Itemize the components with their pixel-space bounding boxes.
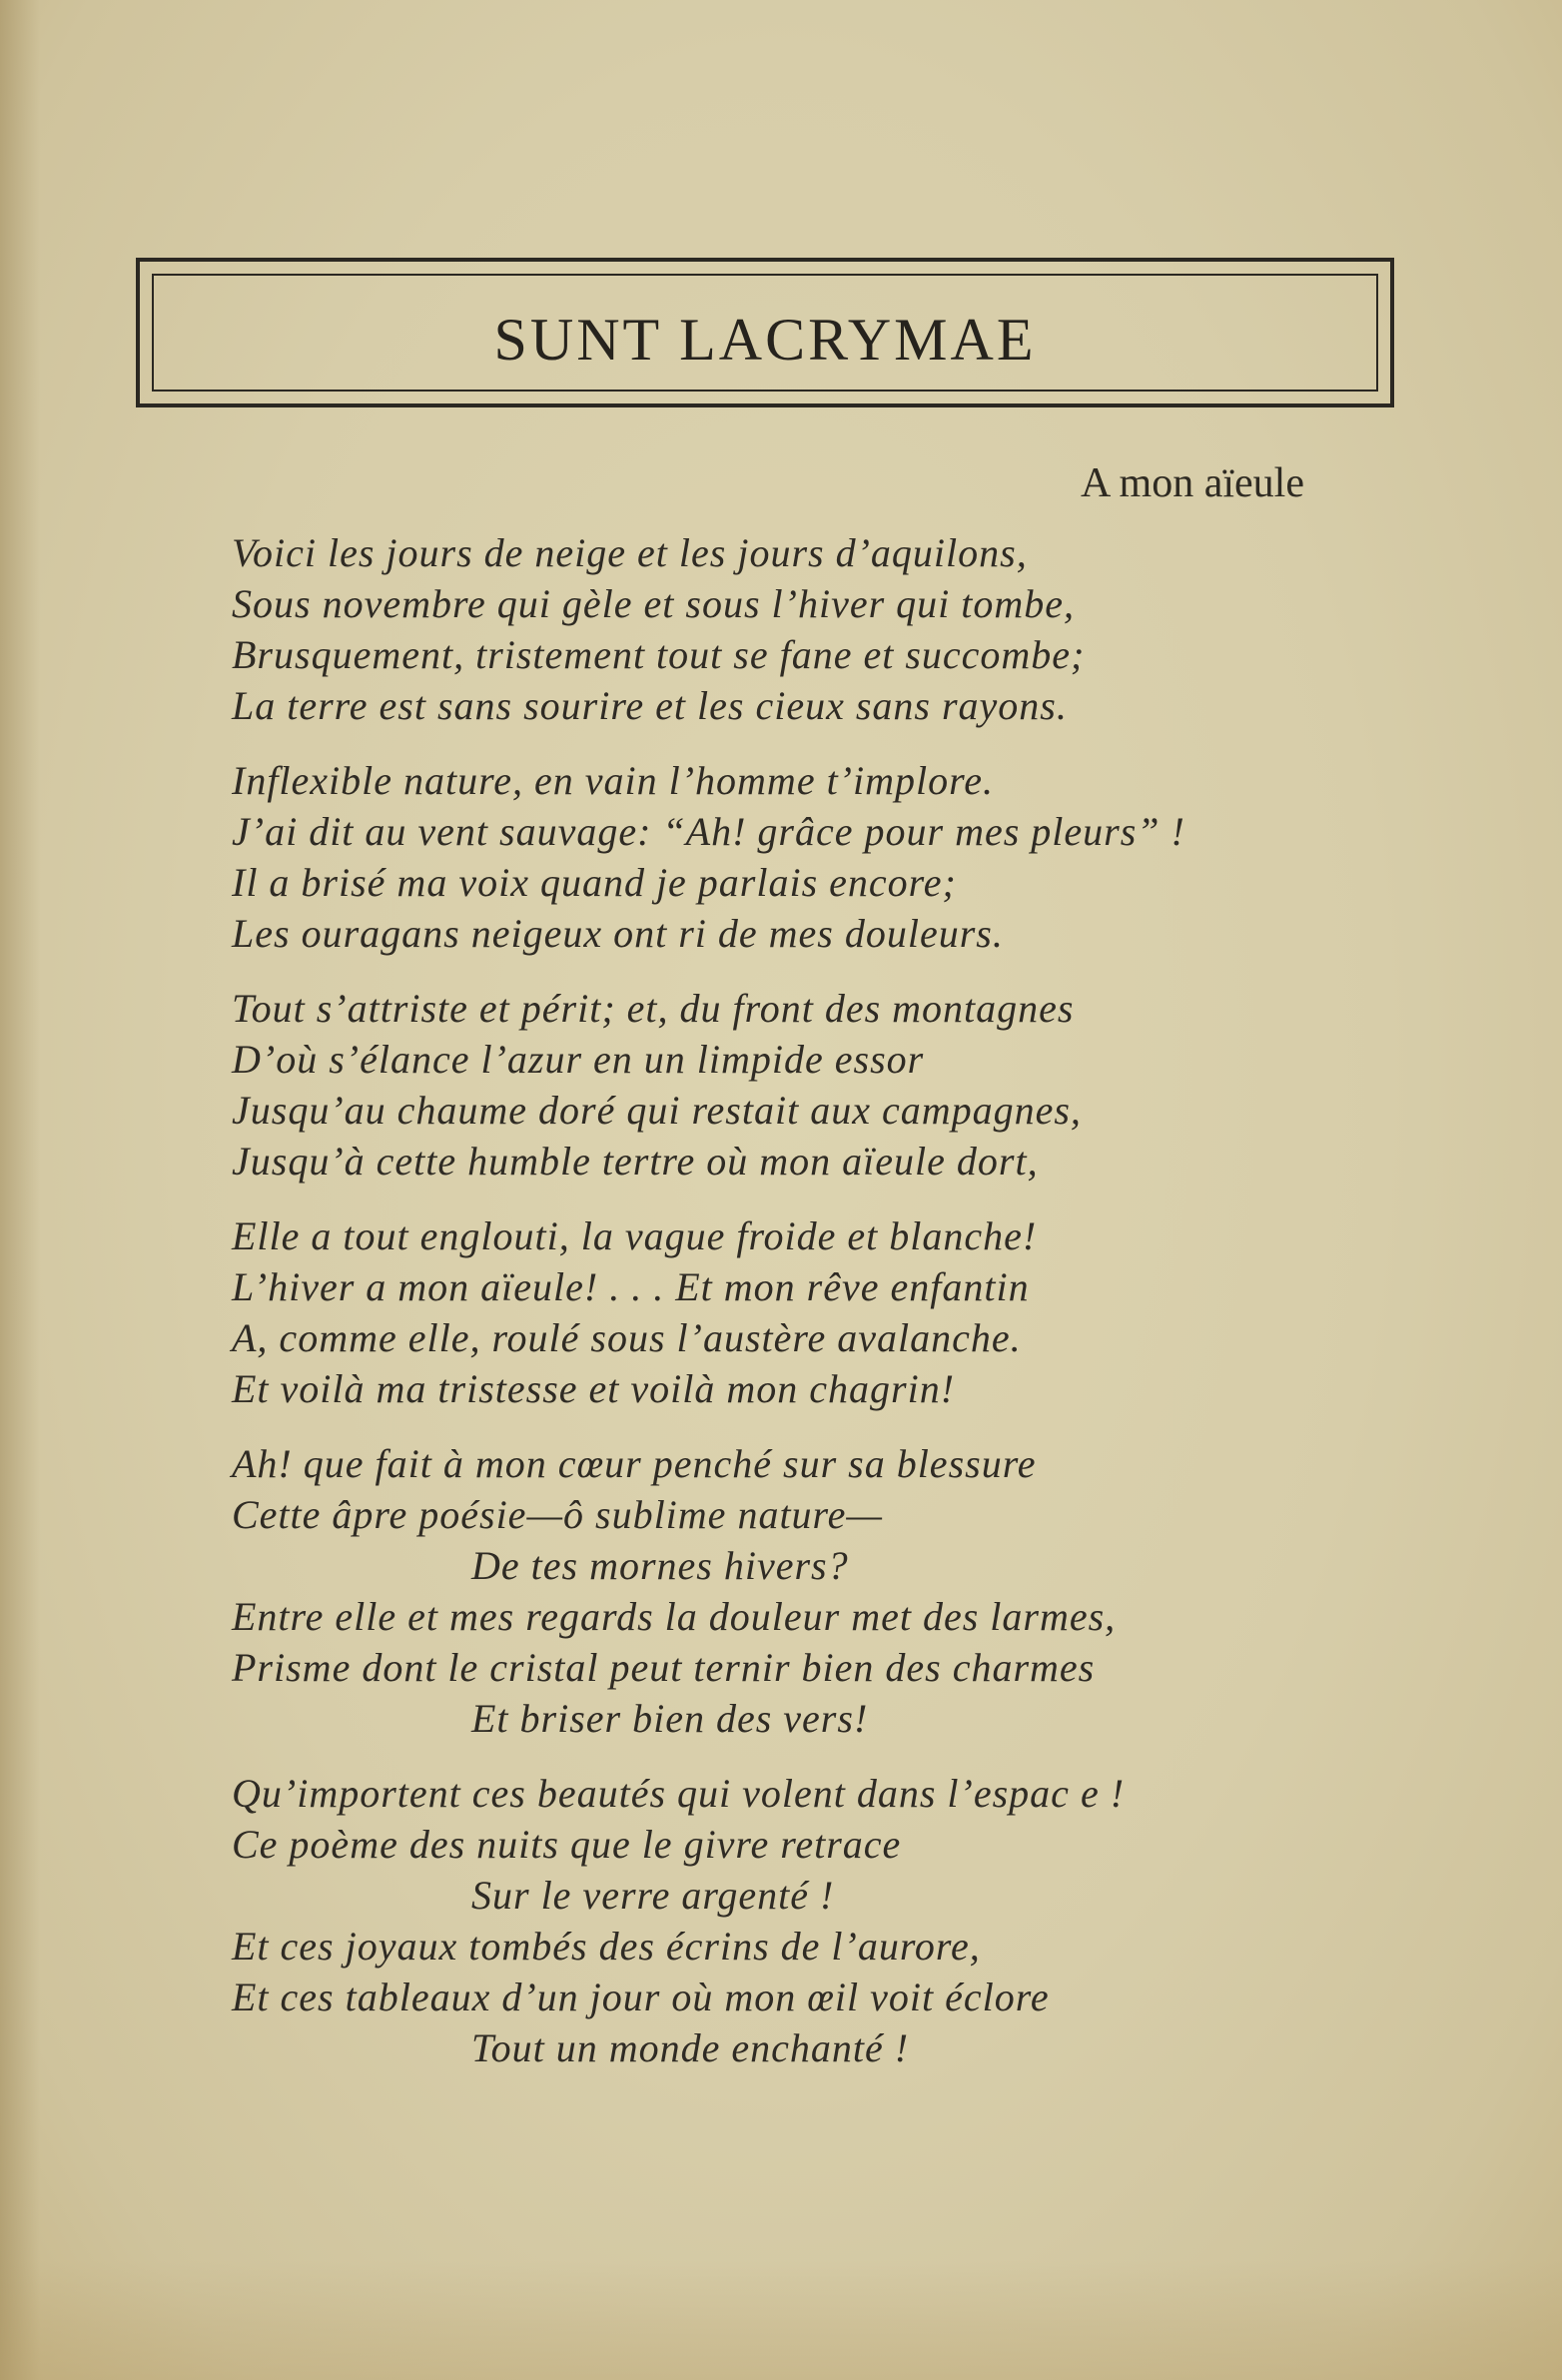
page-bottom-shadow [0, 2260, 1562, 2380]
stanza [232, 983, 1430, 1187]
poem-line: Qu’importent ces beautés qui volent dans l’espac e ! [232, 1771, 1126, 1816]
poem-line: Voici les jours de neige et les jours d’aquilons, [232, 530, 1028, 575]
poem-line: Ce poème des nuits que le givre retrace [232, 1822, 902, 1867]
stanza [232, 755, 1430, 959]
poem-line: A, comme elle, roulé sous l’austère avalanche. [232, 1315, 1022, 1360]
poem-line: L’hiver a mon aïeule! . . . Et mon rêve enfantin [232, 1264, 1030, 1309]
title-frame-inner-border [152, 274, 1378, 392]
poem-line: Et ces tableaux d’un jour où mon œil voit éclore [232, 1975, 1050, 2019]
poem-line: Brusquement, tristement tout se fane et succombe; [232, 632, 1086, 677]
poem-line: Elle a tout englouti, la vague froide et blanche! [232, 1213, 1038, 1258]
poem-line: J’ai dit au vent sauvage: “Ah! grâce pour mes pleurs” ! [232, 809, 1185, 854]
poem-line: De tes mornes hivers? [471, 1543, 849, 1588]
poem-line: Tout s’attriste et périt; et, du front des montagnes [232, 986, 1075, 1031]
stanza [232, 1438, 1430, 1744]
poem-line: Ah! que fait à mon cœur penché sur sa blessure [232, 1441, 1037, 1486]
poem-line: Sur le verre argenté ! [471, 1873, 835, 1918]
poem-title: SUNT LACRYMAE [493, 307, 1037, 373]
page-edge-shadow [0, 0, 40, 2380]
poem-dedication: A mon aïeule [1081, 460, 1304, 506]
poem-line: Entre elle et mes regards la douleur met des larmes, [232, 1594, 1117, 1639]
title-frame [136, 258, 1394, 407]
poem-line: D’où s’élance l’azur en un limpide essor [232, 1037, 925, 1082]
poem-line: Cette âpre poésie—ô sublime nature— [232, 1492, 883, 1537]
poem-line: La terre est sans sourire et les cieux sans rayons. [232, 683, 1068, 728]
poem-line: Et voilà ma tristesse et voilà mon chagrin! [232, 1366, 956, 1411]
poem-line: Tout un monde enchanté ! [471, 2025, 910, 2070]
poem-line: Prisme dont le cristal peut ternir bien des charmes [232, 1645, 1096, 1690]
poem-line: Et ces joyaux tombés des écrins de l’aurore, [232, 1924, 981, 1969]
poem-body [232, 527, 1430, 2097]
poem-line: Jusqu’au chaume doré qui restait aux campagnes, [232, 1088, 1082, 1133]
poem-line: Jusqu’à cette humble tertre où mon aïeule dort, [232, 1139, 1039, 1184]
poem-line: Il a brisé ma voix quand je parlais encore; [232, 860, 957, 905]
poem-line: Et briser bien des vers! [471, 1696, 869, 1741]
stanza [232, 527, 1430, 731]
poem-line: Sous novembre qui gèle et sous l’hiver qui tombe, [232, 581, 1076, 626]
stanza [232, 1210, 1430, 1414]
poem-line: Les ouragans neigeux ont ri de mes douleurs. [232, 911, 1004, 956]
poem-line: Inflexible nature, en vain l’homme t’implore. [232, 758, 994, 803]
stanza [232, 1768, 1430, 2073]
